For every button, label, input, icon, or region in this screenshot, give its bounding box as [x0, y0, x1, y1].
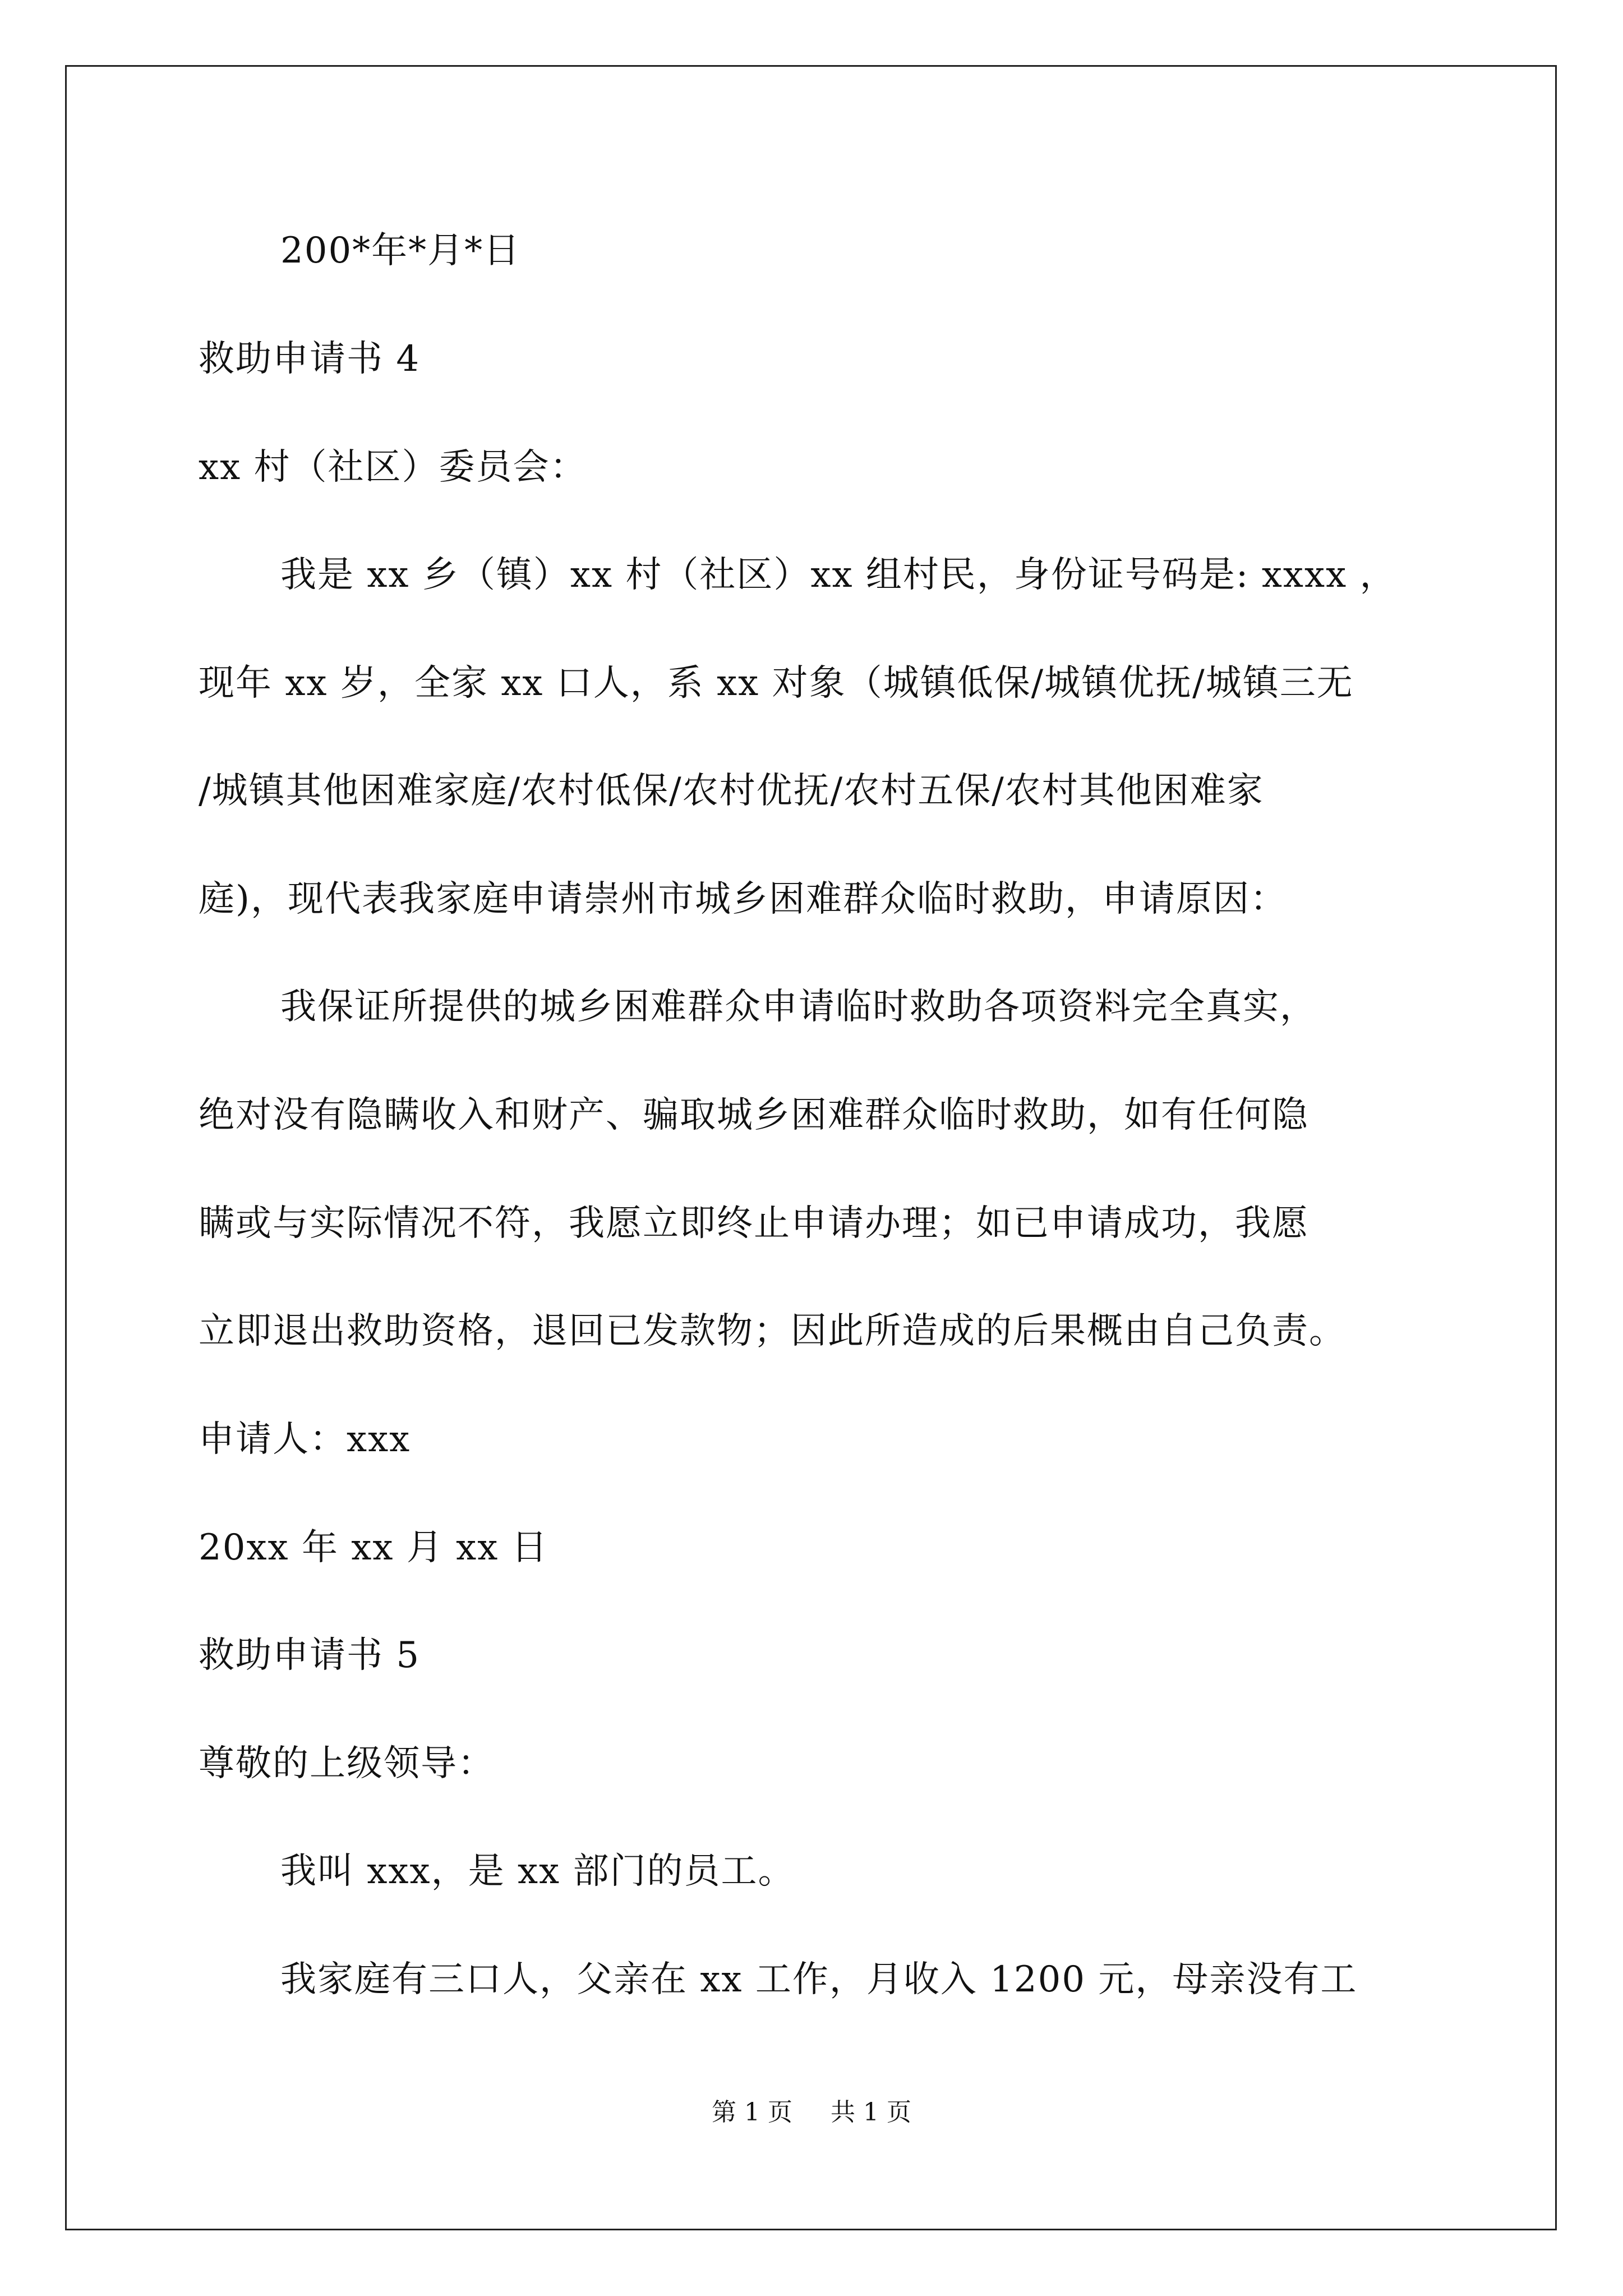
page-number: 第 1 页 — [712, 2098, 792, 2127]
paragraph-line: 现年 xx 岁，全家 xx 口人，系 xx 对象（城镇低保/城镇优抚/城镇三无 — [199, 662, 1354, 704]
section-title-5: 救助申请书 5 — [199, 1635, 421, 1676]
paragraph-line: 瞒或与实际情况不符，我愿立即终止申请办理；如已申请成功，我愿 — [199, 1203, 1309, 1244]
paragraph-line: 我叫 xxx，是 xx 部门的员工。 — [280, 1851, 795, 1892]
salutation-committee: xx 村（社区）委员会： — [199, 447, 587, 488]
paragraph-line: 我保证所提供的城乡困难群众申请临时救助各项资料完全真实， — [280, 986, 1317, 1028]
signature-date-line: 20xx 年 xx 月 xx 日 — [199, 1527, 548, 1568]
paragraph-line: 我是 xx 乡（镇）xx 村（社区）xx 组村民，身份证号码是: xxxx ， — [280, 554, 1397, 596]
paragraph-line: /城镇其他困难家庭/农村低保/农村优抚/农村五保/农村其他困难家 — [199, 770, 1264, 812]
page-total: 共 1 页 — [831, 2098, 911, 2127]
salutation-leaders: 尊敬的上级领导： — [199, 1743, 495, 1784]
paragraph-line: 庭)，现代表我家庭申请崇州市城乡困难群众临时救助，申请原因： — [199, 878, 1287, 920]
paragraph-line: 我家庭有三口人，父亲在 xx 工作，月收入 1200 元，母亲没有工 — [280, 1959, 1358, 2000]
page-border — [65, 65, 1557, 2230]
applicant-line: 申请人：xxx — [199, 1419, 411, 1460]
date-line: 200*年*月*日 — [280, 230, 521, 272]
paragraph-line: 绝对没有隐瞒收入和财产、骗取城乡困难群众临时救助，如有任何隐 — [199, 1094, 1309, 1136]
paragraph-line: 立即退出救助资格，退回已发款物；因此所造成的后果概由自己负责。 — [199, 1310, 1346, 1352]
page-footer — [0, 2096, 1623, 2129]
section-title-4: 救助申请书 4 — [199, 338, 421, 380]
